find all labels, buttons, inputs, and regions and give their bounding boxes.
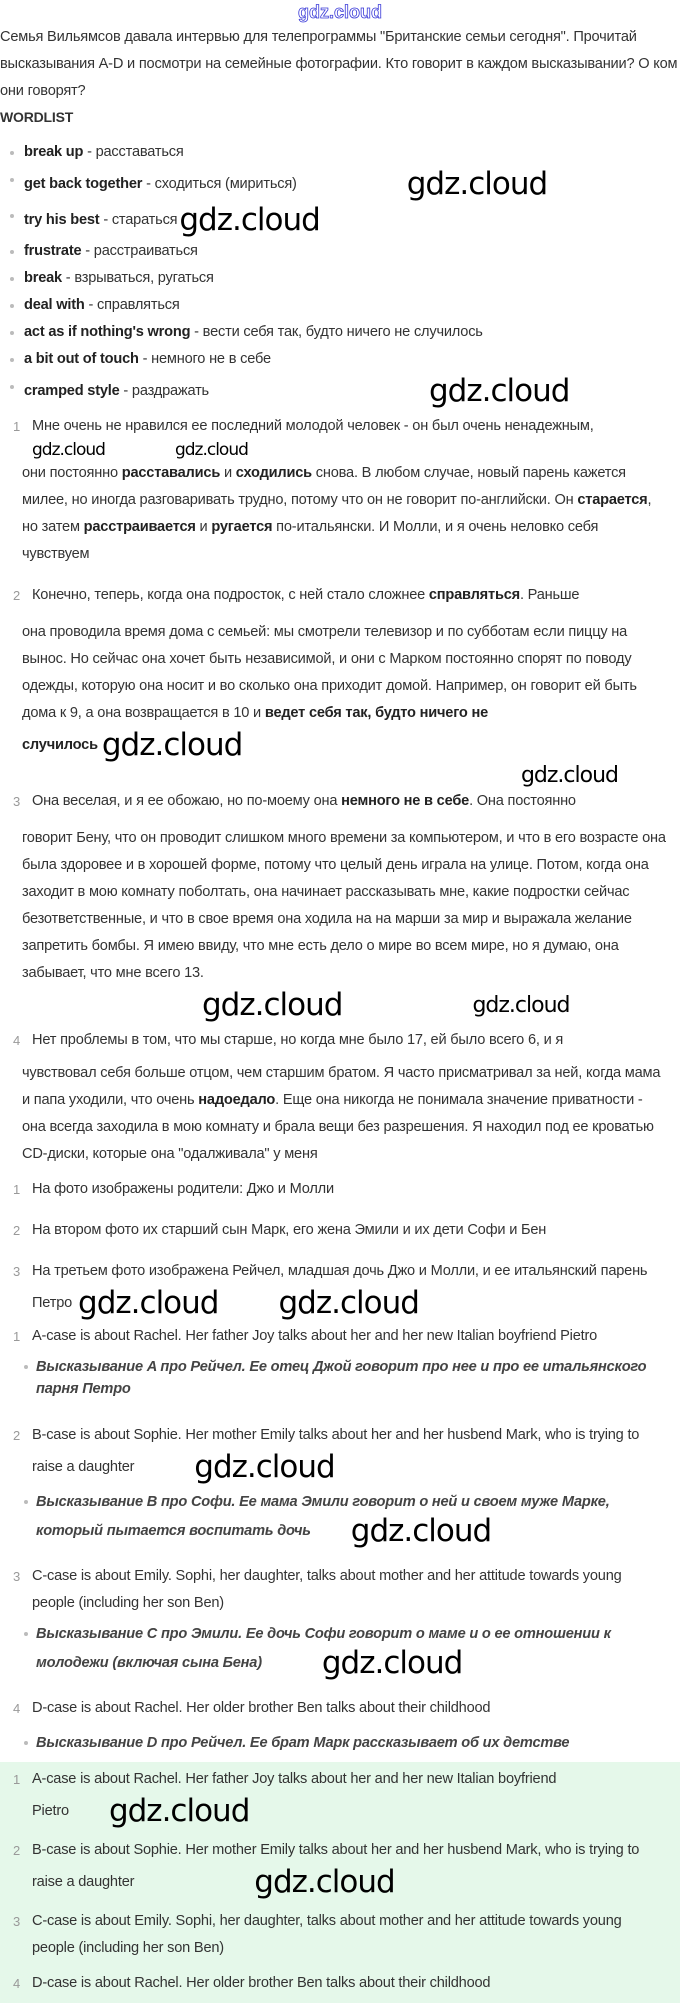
watermark: gdz.cloud [278,1285,419,1321]
summary-box [0,1762,680,2003]
watermark: gdz.cloud [194,1449,335,1485]
wordlist-item: frustrate - расстраиваться [0,238,680,265]
summary-2: 2 B-case is about Sophie. Her mother Emily talks about her and her husbend Mark, who is trying to raise a daughter gdz.cloud [13,1842,640,1900]
watermark: gdz.cloud [472,992,570,1018]
watermark: gdz.cloud [520,763,618,788]
wordlist-title: WORDLIST [0,109,74,125]
statement-4: 4 Нет проблемы в том, что мы старше, но когда мне было 17, ей было всего 6, и я чувствовал себя больше отцом, чем старшим братом. Я часто присматривал за ней, когда мама и папа уходили, что очень надоедало. Еще она никогда не понимала значение приватности - она всегда заходила в мою комнату и брала вещи без разрешения. Я находил под ее кроватью CD-диски, которые она "одалживала" у меня [13,1032,661,1162]
watermark: gdz.cloud [321,1645,463,1681]
task-intro: Семья Вильямсов давала интервью для телепрограммы "Британские семьи сегодня". Прочитай высказывания A-D и посмотри на семейные фотографии. Кто говорит в каждом высказывании? О ком они говорят? [0,29,678,99]
photo-3: 3 На третьем фото изображена Рейчел, младшая дочь Джо и Молли, и ее итальянский парень Петро gdz.cloud gdz.cloud [13,1263,648,1321]
site-logo[interactable]: gdz.cloud [298,2,382,22]
statement-3: 3 Она веселая, и я ее обожаю, но по-моему она немного не в себе. Она постоянно говорит Бену, что он проводит слишком много времени за компьютером, и что в его возрасте она была здоровее и в хорошей форме, потому что целый день играла на улице. Потом, когда она заходит в мою комнату поболтать, она начинает рассказывать мне, какие подростки сейчас безответственные, и что в свое время она ходила на на марши за мир и выражала желание запретить бомбы. Я имею ввиду, что мне есть дело о мире во всем мире, но я думаю, она забывает, что мне всего 13. gdz.cloud gdz.cloud [13,793,666,1023]
answer-translation: Высказывание D про Рейчел. Ее брат Марк рассказывает об их детстве [24,1732,668,1754]
summary-1: 1 A-case is about Rachel. Her father Joy talks about her and her new Italian boyfriend Pietro gdz.cloud [13,1771,557,1829]
watermark: gdz.cloud [202,987,343,1023]
watermark: gdz.cloud [350,1513,492,1549]
watermark: gdz.cloud [108,1793,250,1829]
wordlist-item: try his best - старатьсяgdz.cloud [0,202,680,238]
photo-2: 2 На втором фото их старший сын Марк, его жена Эмили и их дети Софи и Бен [13,1222,547,1238]
answer-1: 1 A-case is about Rachel. Her father Joy talks about her and her new Italian boyfriend Pietro Высказывание A про Рейчел. Ее отец Джой говорит про нее и про ее итальянского парня Петро [0,1323,668,1400]
watermark: gdz.cloud [32,440,105,460]
wordlist-item: break up - расставаться [0,139,680,166]
watermark: gdz.cloud [179,202,320,238]
summary-4: 4 D-case is about Rachel. Her older brother Ben talks about their childhood [13,1975,491,1991]
statement-2: 2 Конечно, теперь, когда она подросток, с ней стало сложнее справляться. Раньше она проводила время дома с семьей: мы смотрели телевизор и по субботам если пиццу на вынос. Но сейчас она хочет быть независимой, и они с Марком постоянно спорят по поводу одежды, которую она носит и во сколько она приходит домой. Например, он говорит ей быть дома к 9, а она возвращается в 10 и ведет себя так, будто ничего не случилось gdz.cloud gdz.cloud [13,587,637,788]
wordlist-item: cramped style - раздражать gdz.cloud [0,373,680,409]
wordlist-item: act as if nothing's wrong - вести себя так, будто ничего не случилось [0,319,680,346]
photo-1: 1 На фото изображены родители: Джо и Молли [13,1181,334,1197]
watermark: gdz.cloud [406,166,548,202]
answer-2: 2 B-case is about Sophie. Her mother Emily talks about her and her husbend Mark, who is trying to raise a daughter gdz.cloud Высказывание B про Софи. Ее мама Эмили говорит о ней и своем муже Марке, который пытается воспитать дочь gdz.cloud [0,1422,668,1549]
watermark: gdz.cloud [101,727,243,763]
wordlist-item: a bit out of touch - немного не в себе [0,346,680,373]
answer-translation: Высказывание B про Софи. Ее мама Эмили говорит о ней и своем муже Марке, который пытается воспитать дочь gdz.cloud [24,1491,668,1549]
answer-translation: Высказывание A про Рейчел. Ее отец Джой говорит про нее и про ее итальянского парня Петро [24,1356,668,1400]
summary-3: 3 C-case is about Emily. Sophi, her daughter, talks about mother and her attitude towards young people (including her son Ben) [13,1913,622,1956]
watermark: gdz.cloud [174,440,248,460]
wordlist-item: deal with - справляться [0,292,680,319]
watermark: gdz.cloud [254,1864,395,1900]
statement-1: 1 Мне очень не нравился ее последний молодой человек - он был очень ненадежным, gdz.cloud gdz.cloud они постоянно расставались и сходились снова. В любом случае, новый парень кажется милее, но иногда разговаривать трудно, потому что он не говорит по-английски. Он старается, но затем расстраивается и ругается по-итальянски. И Молли, и я очень неловко себя чувствуем [13,418,652,562]
watermark: gdz.cloud [428,373,570,409]
wordlist-item: break - взрываться, ругаться [0,265,680,292]
answer-4: 4 D-case is about Rachel. Her older brother Ben talks about their childhood Высказывание D про Рейчел. Ее брат Марк рассказывает об их детстве [0,1695,668,1754]
wordlist [0,139,680,409]
answer-translation: Высказывание C про Эмили. Ее дочь Софи говорит о маме и о ее отношении к молодежи (включая сына Бена) gdz.cloud [24,1623,668,1681]
watermark: gdz.cloud [78,1285,219,1321]
wordlist-item: get back together - сходиться (мириться) gdz.cloud [0,166,680,202]
answer-3: 3 C-case is about Emily. Sophi, her daughter, talks about mother and her attitude towards young people (including her son Ben) Высказывание C про Эмили. Ее дочь Софи говорит о маме и о ее отношении к молодежи (включая сына Бена) gdz.cloud [0,1563,668,1681]
